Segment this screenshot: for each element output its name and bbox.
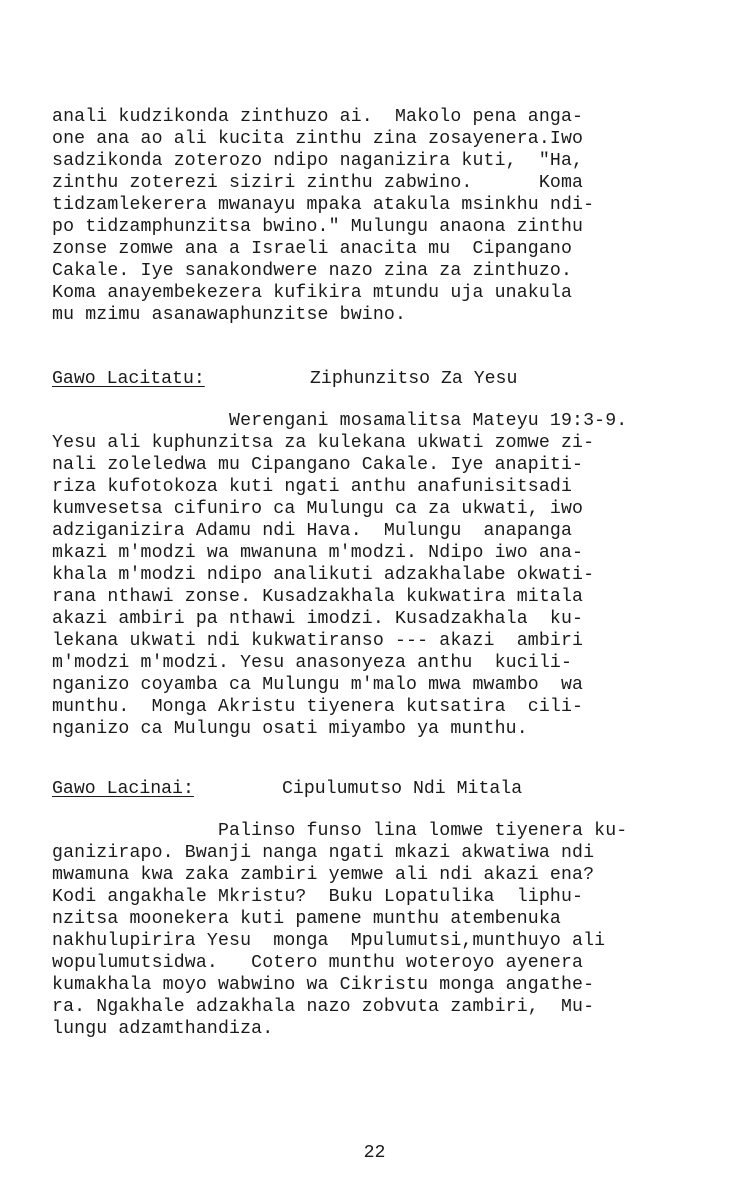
section-title: Cipulumutso Ndi Mitala [282, 779, 523, 799]
paragraph-intro [52, 106, 692, 326]
text-line: Palinso funso lina lomwe tiyenera ku- [52, 821, 628, 841]
text-line: kumakhala moyo wabwino wa Cikristu monga angathe- [52, 975, 595, 995]
text-line: tidzamlekerera mwanayu mpaka atakula msinkhu ndi- [52, 195, 595, 215]
section-heading-3 [52, 366, 692, 392]
text-line: anali kudzikonda zinthuzo ai. Makolo pena anga- [52, 107, 584, 127]
text-line: Yesu ali kuphunzitsa za kulekana ukwati zomwe zi- [52, 433, 595, 453]
text-line: khala m'modzi ndipo analikuti adzakhalabe okwati- [52, 565, 595, 585]
text-line: Kodi angakhale Mkristu? Buku Lopatulika liphu- [52, 887, 584, 907]
text-line: nali zoleledwa mu Cipangano Cakale. Iye anapiti- [52, 455, 584, 475]
text-line: nganizo ca Mulungu osati miyambo ya munthu. [52, 719, 528, 739]
text-line: ra. Ngakhale adzakhala nazo zobvuta zambiri, Mu- [52, 997, 595, 1017]
text-line: ganizirapo. Bwanji nanga ngati mkazi akwatiwa ndi [52, 843, 595, 863]
text-line: m'modzi m'modzi. Yesu anasonyeza anthu kucili- [52, 653, 573, 673]
text-line: mu mzimu asanawaphunzitse bwino. [52, 305, 407, 325]
text-line: riza kufotokoza kuti ngati anthu anafunisitsadi [52, 477, 573, 497]
text-line: nzitsa moonekera kuti pamene munthu atembenuka [52, 909, 561, 929]
text-line: nganizo coyamba ca Mulungu m'malo mwa mwambo wa [52, 675, 584, 695]
text-line: sadzikonda zoterozo ndipo naganizira kuti, "Ha, [52, 151, 584, 171]
page-number: 22 [363, 1143, 386, 1163]
text-line: zinthu zoterezi siziri zinthu zabwino. Koma [52, 173, 584, 193]
section-body-4 [52, 820, 692, 1040]
text-line: akazi ambiri pa nthawi imodzi. Kusadzakhala ku- [52, 609, 584, 629]
text-line: po tidzamphunzitsa bwino." Mulungu anaona zinthu [52, 217, 584, 237]
text-line: rana nthawi zonse. Kusadzakhala kukwatira mitala [52, 587, 584, 607]
text-line: Werengani mosamalitsa Mateyu 19:3-9. [52, 411, 628, 431]
section-heading-4 [52, 776, 692, 802]
section-label: Gawo Lacitatu: [52, 369, 205, 389]
text-line: lungu adzamthandiza. [52, 1019, 274, 1039]
text-line: kumvesetsa cifuniro ca Mulungu ca za ukwati, iwo [52, 499, 584, 519]
text-line: munthu. Monga Akristu tiyenera kutsatira cili- [52, 697, 584, 717]
section-title: Ziphunzitso Za Yesu [310, 369, 518, 389]
text-line: one ana ao ali kucita zinthu zina zosayenera.Iwo [52, 129, 584, 149]
text-line: zonse zomwe ana a Israeli anacita mu Cipangano [52, 239, 573, 259]
text-line: Koma anayembekezera kufikira mtundu uja unakula [52, 283, 573, 303]
text-line: adziganizira Adamu ndi Hava. Mulungu anapanga [52, 521, 573, 541]
section-label: Gawo Lacinai: [52, 779, 194, 799]
text-line: mwamuna kwa zaka zambiri yemwe ali ndi akazi ena? [52, 865, 595, 885]
section-body-3 [52, 410, 692, 740]
text-line: Cakale. Iye sanakondwere nazo zina za zinthuzo. [52, 261, 573, 281]
text-line: lekana ukwati ndi kukwatiranso --- akazi ambiri [52, 631, 584, 651]
text-line: wopulumutsidwa. Cotero munthu woteroyo ayenera [52, 953, 584, 973]
text-line: mkazi m'modzi wa mwanuna m'modzi. Ndipo iwo ana- [52, 543, 584, 563]
text-line: nakhulupirira Yesu monga Mpulumutsi,munthuyo ali [52, 931, 606, 951]
